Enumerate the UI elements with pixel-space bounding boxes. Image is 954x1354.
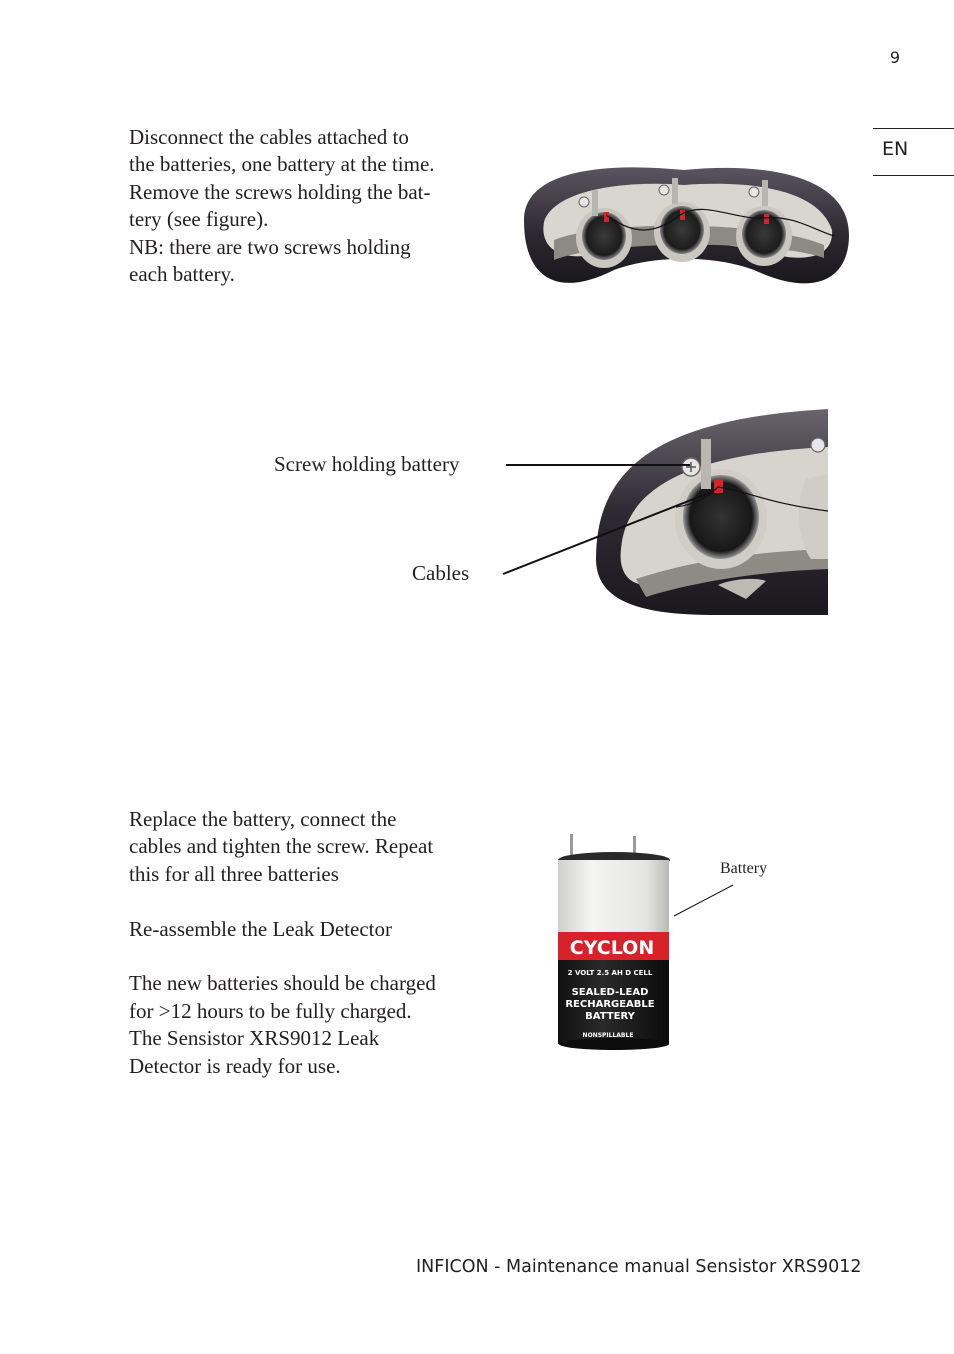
battery-label-line: NONSPILLABLE <box>582 1032 634 1039</box>
page-number: 9 <box>889 48 901 67</box>
step2-line: The new batteries should be charged <box>129 971 436 996</box>
callout-battery: Battery <box>720 860 768 877</box>
step2-line: The Sensistor XRS9012 Leak <box>129 1026 380 1051</box>
step2-line: this for all three batteries <box>129 861 339 886</box>
step2-line: Replace the battery, connect the <box>129 807 397 831</box>
callout-cables: Cables <box>412 561 470 585</box>
callout-line-battery <box>674 885 733 916</box>
step1-line: Remove the screws holding the bat- <box>129 179 431 204</box>
battery-label-line: RECHARGEABLE <box>565 999 655 1010</box>
step1-line: Disconnect the cables attached to <box>129 125 409 149</box>
callout-screw: Screw holding battery <box>274 452 460 476</box>
battery-label-line: BATTERY <box>585 1011 635 1022</box>
step2-line: cables and tighten the screw. Repeat <box>129 834 434 859</box>
language-label: EN <box>882 138 909 160</box>
reassemble-line: Re-assemble the Leak Detector <box>129 916 392 941</box>
step1-line: the batteries, one battery at the time. <box>129 152 435 177</box>
battery-photo <box>556 834 672 1054</box>
step1-line: each battery. <box>129 262 235 287</box>
step2-line: Detector is ready for use. <box>129 1053 341 1078</box>
step1-line: NB: there are two screws holding <box>129 234 411 259</box>
step2-line: for >12 hours to be fully charged. <box>129 998 412 1023</box>
footer-text: INFICON - Maintenance manual Sensistor XRS9012 <box>416 1257 862 1277</box>
battery-label-line: SEALED-LEAD <box>571 987 649 998</box>
step2-instructions <box>129 806 489 1080</box>
callout-line-cables <box>503 491 714 574</box>
step1-line: tery (see figure). <box>129 207 269 232</box>
battery-spec: 2 VOLT 2.5 AH D CELL <box>567 969 653 977</box>
battery-brand: CYCLON <box>569 937 655 959</box>
